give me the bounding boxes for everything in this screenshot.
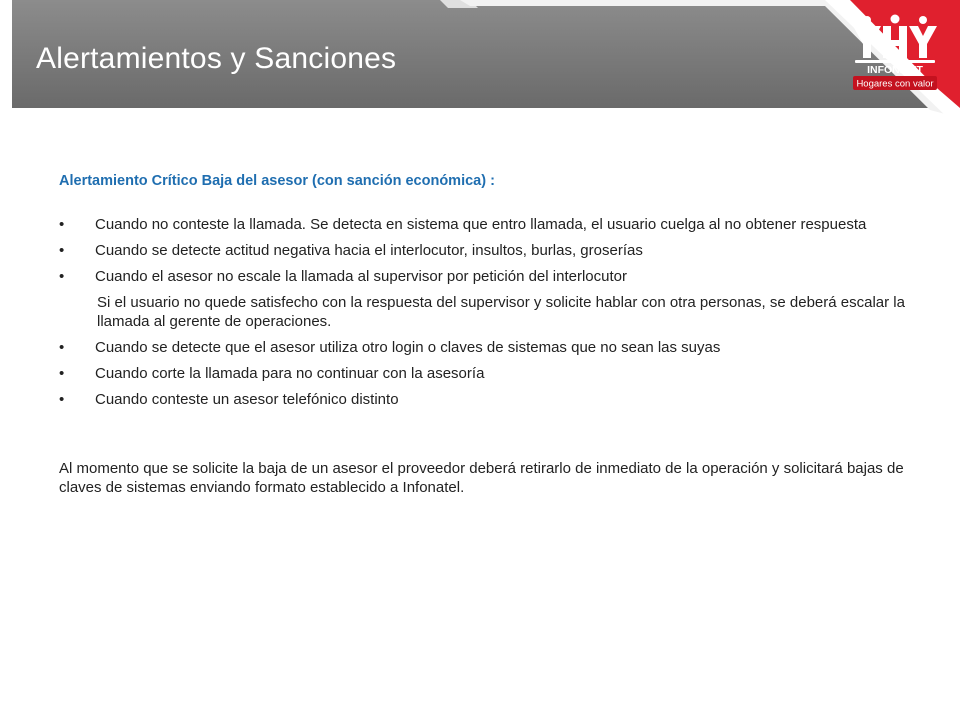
list-item: • Cuando corte la llamada para no continuar con la asesoría [59,364,909,383]
logo-brand: INFONAVIT [867,64,923,76]
logo-tagline: Hogares con valor [856,78,934,90]
list-item-note: Si el usuario no quede satisfecho con la respuesta del supervisor y solicite hablar con otra personas, se deberá escalar la llamada al gerente de operaciones. [97,294,905,330]
subheading: Alertamiento Crítico Baja del asesor (con sanción económica) : [59,173,495,189]
list-item: • Cuando conteste un asesor telefónico distinto [59,390,909,409]
list-item: • Cuando el asesor no escale la llamada al supervisor por petición del interlocutor [59,267,909,286]
alert-list [59,215,909,409]
closing-paragraph: Al momento que se solicite la baja de un asesor el proveedor deberá retirarlo de inmediato de la operación y solicitará bajas de claves de sistemas enviando formato establecido a Infonatel. [59,460,904,496]
list-item: • Cuando se detecte actitud negativa hacia el interlocutor, insultos, burlas, groserías [59,241,909,260]
list-item: • Cuando no conteste la llamada. Se detecta en sistema que entro llamada, el usuario cuelga al no obtener respuesta [59,215,909,234]
page-title: Alertamientos y Sanciones [36,42,397,75]
infonavit-logo-icon [845,14,945,94]
list-item: • Cuando se detecte que el asesor utiliza otro login o claves de sistemas que no sean las suyas [59,338,909,357]
infonavit-logo [845,14,945,94]
slide-content [59,172,909,497]
